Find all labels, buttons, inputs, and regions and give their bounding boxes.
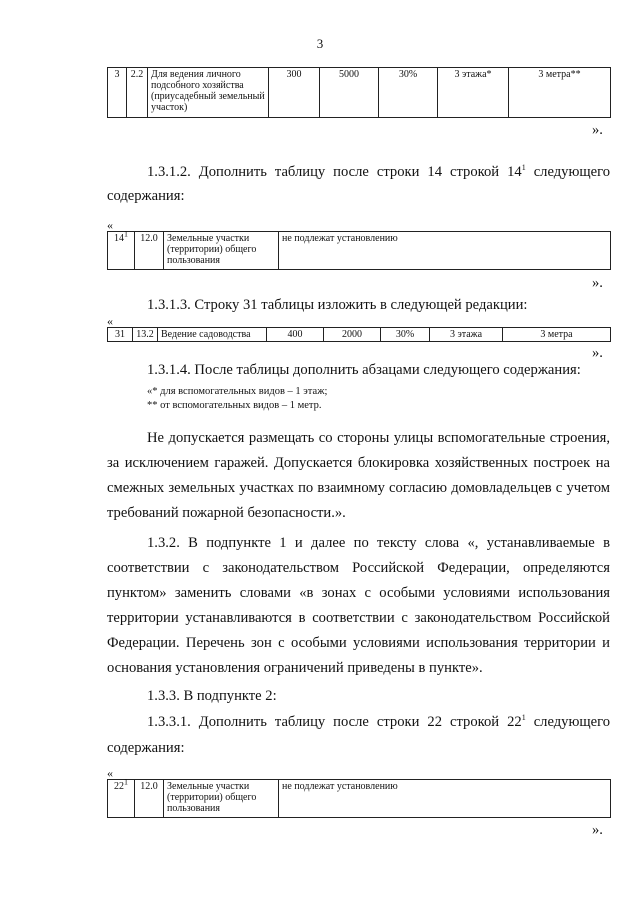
cell-min-area: 400 xyxy=(267,328,324,342)
cell-num-sup: 1 xyxy=(124,229,128,239)
cell-name: Земельные участки (территории) общего пользования xyxy=(164,232,279,270)
closing-quote: ». xyxy=(592,122,603,138)
note-2: ** от вспомогательных видов – 1 метр. xyxy=(147,400,322,411)
paragraph-1331 xyxy=(107,709,610,761)
cell-note: не подлежат установлению xyxy=(279,780,611,818)
cell-max-area: 5000 xyxy=(320,68,379,118)
p1-text: 1.3.1.2. Дополнить таблицу после строки 14 строкой 14 xyxy=(147,164,522,180)
cell-max-area: 2000 xyxy=(324,328,381,342)
opening-quote: « xyxy=(107,766,113,780)
cell-distance: 3 метра** xyxy=(509,68,611,118)
p7-sup: 1 xyxy=(521,713,526,723)
cell-code: 12.0 xyxy=(135,780,164,818)
table-row-22-1 xyxy=(107,779,611,818)
cell-floors: 3 этажа* xyxy=(438,68,509,118)
cell-num-text: 22 xyxy=(114,781,124,792)
cell-code: 2.2 xyxy=(127,68,148,118)
cell-name: Для ведения личного подсобного хозяйства (приусадебный земельный участок) xyxy=(148,68,269,118)
paragraph-1312 xyxy=(107,160,610,208)
cell-num: 31 xyxy=(108,328,133,342)
paragraph-garages: Не допускается размещать со стороны улицы вспомогательные строения, за исключением гаражей. Допускается блокировка хозяйственных построек на смежных земельных участках по взаимному согласию домовладельцев с учетом требований пожарной безопасности.». xyxy=(107,430,610,521)
cell-num xyxy=(108,229,135,270)
table-row-31 xyxy=(107,327,611,342)
cell-name: Ведение садоводства xyxy=(158,328,267,342)
p7-text-after: следующего содержания: xyxy=(107,714,610,756)
cell-distance: 3 метра xyxy=(503,328,611,342)
cell-floors: 3 этажа xyxy=(430,328,503,342)
cell-min-area: 300 xyxy=(269,68,320,118)
cell-code: 13.2 xyxy=(133,328,158,342)
p1-sup: 1 xyxy=(521,163,526,173)
notes xyxy=(147,385,327,413)
cell-code: 12.0 xyxy=(135,232,164,270)
cell-percent: 30% xyxy=(381,328,430,342)
closing-quote: ». xyxy=(592,275,603,291)
table-row-3 xyxy=(107,67,611,118)
paragraph-133: 1.3.3. В подпункте 2: xyxy=(147,688,277,704)
closing-quote: ». xyxy=(592,345,603,361)
closing-quote: ». xyxy=(592,822,603,838)
page-number: 3 xyxy=(316,36,324,51)
paragraph-132: 1.3.2. В подпункте 1 и далее по тексту слова «, устанавливаемые в соответствии с законодательством Российской Федерации, определяются пунктом» заменить словами «в зонах с особыми условиями использования территории устанавливаются в соответствии с законодательством Российской Федерации. Перечень зон с особыми условиями использования территории и основания установления ограничений приведены в пункте». xyxy=(107,535,610,676)
p1-text-after: следующего содержания: xyxy=(107,164,610,204)
cell-num xyxy=(108,777,135,818)
cell-name: Земельные участки (территории) общего пользования xyxy=(164,780,279,818)
cell-num: 3 xyxy=(108,68,127,118)
cell-percent: 30% xyxy=(379,68,438,118)
cell-num-sup: 1 xyxy=(124,777,128,787)
note-1: «* для вспомогательных видов – 1 этаж; xyxy=(147,386,328,397)
cell-note: не подлежат установлению xyxy=(279,232,611,270)
opening-quote: « xyxy=(107,218,113,232)
table-row-14-1 xyxy=(107,231,611,270)
opening-quote: « xyxy=(107,314,113,328)
paragraph-1314: 1.3.1.4. После таблицы дополнить абзацами следующего содержания: xyxy=(147,362,581,378)
p7-text: 1.3.3.1. Дополнить таблицу после строки 22 строкой 22 xyxy=(147,714,522,730)
paragraph-1313: 1.3.1.3. Строку 31 таблицы изложить в следующей редакции: xyxy=(147,297,528,313)
cell-num-text: 14 xyxy=(114,233,124,244)
